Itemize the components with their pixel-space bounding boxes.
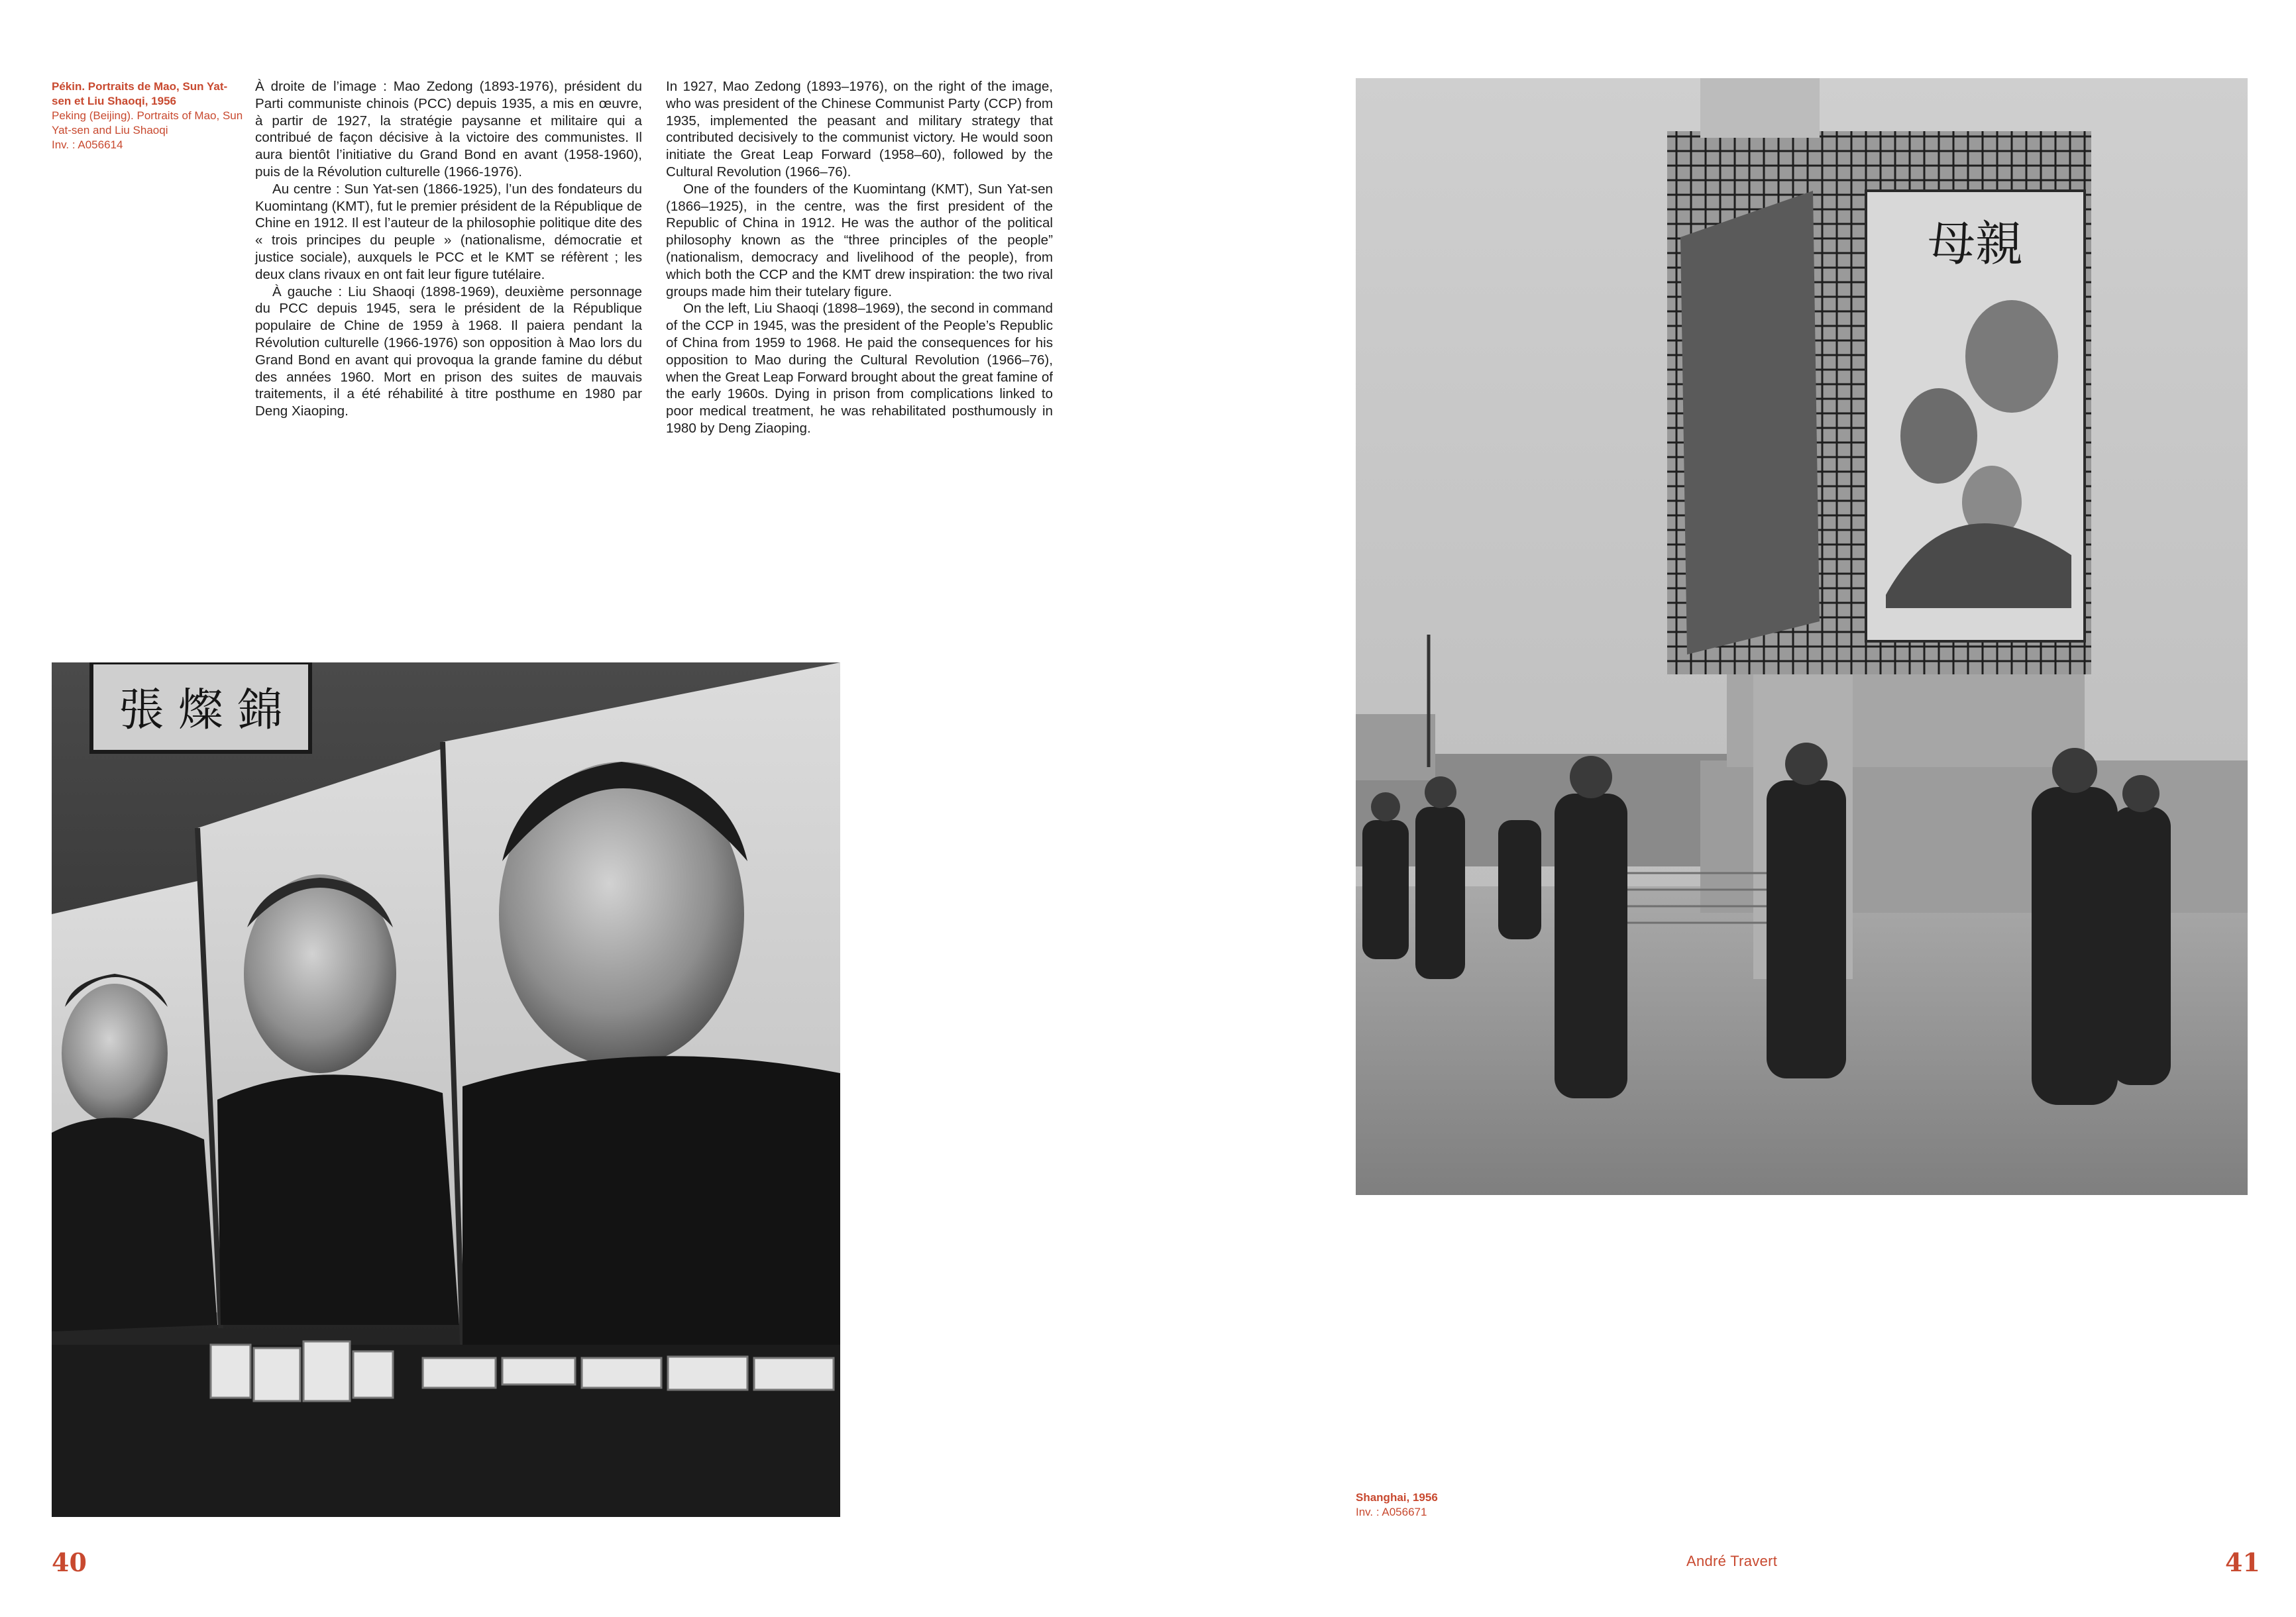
paragraph: À gauche : Liu Shaoqi (1898-1969), deuxième personnage du PCC depuis 1945, sera le président de la République populaire de Chine de 1959 à 1968. Il paiera pendant la Révolution culturelle (1966-1976) son opposition à Mao lors du Grand Bond en avant qui provoqua la grande famine du début des années 1960. Mort en prison des suites de mauvais traitements, il a été réhabilité à titre posthume en 1980 par Deng Xiaoping. (255, 284, 642, 419)
photo-caption-shanghai (1356, 1490, 1555, 1520)
photo-shanghai-street (1356, 78, 2248, 1195)
caption-inventory: Inv. : A056671 (1356, 1506, 1427, 1518)
caption-title: Pékin. Portraits de Mao, Sun Yat-sen et Liu Shaoqi, 1956 (52, 80, 228, 107)
poster-title: 母親 (1927, 216, 2024, 272)
shop-sign-text: 張 燦 錦 (119, 684, 283, 737)
running-footer-author: André Travert (1686, 1553, 1778, 1569)
right-page (1148, 0, 2296, 1617)
shanghai-image (1356, 78, 2248, 1195)
paragraph: Au centre : Sun Yat-sen (1866-1925), l’un des fondateurs du Kuomintang (KMT), fut le premier président de la République de Chine en 1912. Il est l’auteur de la philosophie politique dite des « trois principes du peuple » (nationalisme, démocratie et justice sociale), auxquels le PCC et le KMT se réfèrent ; les deux clans rivaux en ont fait leur figure tutélaire. (255, 181, 642, 282)
paragraph: One of the founders of the Kuomintang (KMT), Sun Yat-sen (1866–1925), in the centre, was the first president of the Republic of China in 1912. He was the author of the political philosophy known as the “three principles of the people” (nationalism, democracy and livelihood of the people), from which both the CCP and the KMT drew inspiration: the two rival groups made him their tutelary figure. (666, 181, 1053, 299)
french-text-column (255, 78, 642, 420)
paragraph: In 1927, Mao Zedong (1893–1976), on the right of the image, who was president of the Chinese Communist Party (CCP) from 1935, implemented the peasant and military strategy that contributed decisively to the communist victory. He would soon initiate the Great Leap Forward (1958–60), followed by the Cultural Revolution (1966–76). (666, 79, 1053, 180)
caption-subtitle: Peking (Beijing). Portraits of Mao, Sun Yat-sen and Liu Shaoqi (52, 109, 243, 136)
caption-inventory: Inv. : A056614 (52, 138, 123, 151)
caption-title: Shanghai, 1956 (1356, 1491, 1438, 1504)
paragraph: On the left, Liu Shaoqi (1898–1969), the second in command of the CCP in 1945, was the president of the People’s Republic of China from 1959 to 1968. He paid the consequences for his opposition to Mao during the Cultural Revolution (1966–76), when the Great Leap Forward brought about the great famine of the early 1960s. Dying in prison from complications linked to poor medical treatment, he was rehabilitated posthumously in 1980 by Deng Ziaoping. (666, 301, 1053, 436)
photo-portraits-beijing (52, 662, 840, 1517)
photo-caption-beijing (52, 79, 244, 152)
page-number-right: 41 (2225, 1547, 2260, 1577)
english-text-column (666, 78, 1053, 437)
page-number-left: 40 (52, 1547, 87, 1577)
portraits-image (52, 662, 840, 1517)
paragraph: À droite de l’image : Mao Zedong (1893-1976), président du Parti communiste chinois (PCC) depuis 1935, a mis en œuvre, à partir de 1927, la stratégie paysanne et militaire qui a contribué de façon décisive à la victoire des communistes. Il aura bientôt l’initiative du Grand Bond en avant (1958-1960), puis de la Révolution culturelle (1966-1976). (255, 79, 642, 180)
